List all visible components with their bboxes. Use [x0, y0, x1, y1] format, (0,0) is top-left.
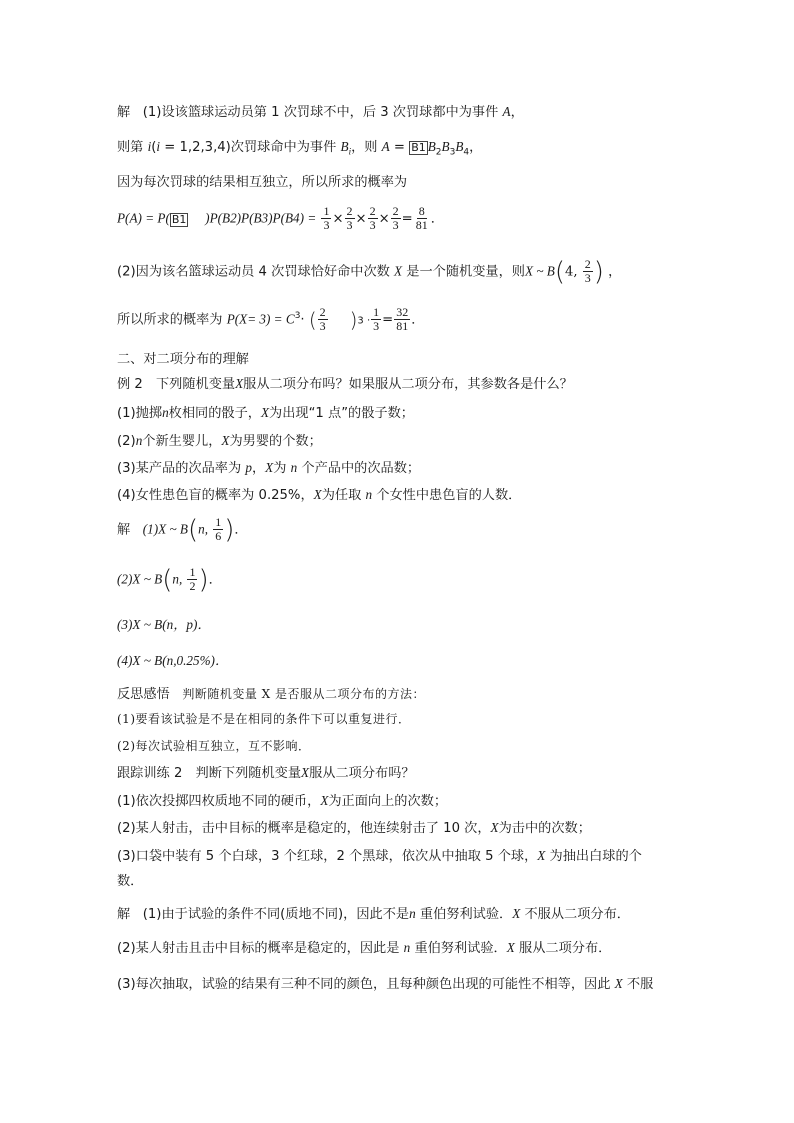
fraction: $\frac{8}{81}$	[415, 204, 428, 232]
reflection-point-1: (1)要看该试验是不是在相同的条件下可以重复进行．	[117, 712, 411, 726]
training-heading: 跟踪训练 2 判断下列随机变量X服从二项分布吗？	[117, 765, 415, 781]
fraction: $\frac{2}{3}$	[369, 204, 376, 232]
question-2: (2)n个新生婴儿，X为男婴的个数；	[117, 433, 322, 449]
fraction: $\frac{1}{3}$	[373, 305, 380, 333]
solution1-part2: (2)因为该名篮球运动员 4 次罚球恰好命中次数 X 是一个随机变量，则X ~ B(4, $\frac{2}{3}$ ) ，	[117, 256, 622, 287]
fraction: $\frac{2}{3}$	[346, 204, 353, 232]
section-title: 二、对二项分布的理解	[117, 352, 249, 367]
fraction: $\frac{2}{3}$	[319, 305, 326, 333]
training-3: (3)口袋中装有 5 个白球，3 个红球，2 个黑球，依次从中抽取 5 个球，X 为抽出白球的个	[117, 848, 642, 864]
training-answer-1: 解 (1)由于试验的条件不同(质地不同)，因此不是n 重伯努利试验．X 不服从二项分布．	[117, 906, 630, 922]
reflection-point-2: (2)每次试验相互独立，互不影响．	[117, 739, 311, 753]
complement-box: B1	[171, 212, 187, 226]
solution1-line1: 解 (1)设该篮球运动员第 1 次罚球不中，后 3 次罚球都中为事件 A，	[117, 104, 524, 120]
fraction: $\frac{1}{2}$	[189, 565, 196, 593]
probability-formula: P(A) = P( B1 )P(B2)P(B3)P(B4) = $\frac{1}{3}$ × $\frac{2}{3}$ × $\frac{2}{3}$ × $\frac{2}{3}$ = $\frac{8}{81}$ ．	[117, 204, 444, 232]
reflection-heading: 反思感悟 判断随机变量 X 是否服从二项分布的方法：	[117, 687, 426, 702]
training-2: (2)某人射击，击中目标的概率是稳定的，他连续射击了 10 次，X为击中的次数；	[117, 820, 591, 836]
fraction: $\frac{1}{3}$	[323, 204, 330, 232]
training-1: (1)依次投掷四枚质地不同的硬币，X为正面向上的次数；	[117, 793, 448, 809]
example-heading: 例 2 下列随机变量X服从二项分布吗？如果服从二项分布，其参数各是什么？	[117, 376, 573, 392]
question-3: (3)某产品的次品率为 p，X为 n 个产品中的次品数；	[117, 460, 421, 476]
fraction: $\frac{2}{3}$	[584, 257, 591, 285]
training-3-cont: 数．	[117, 874, 144, 889]
answer-2: (2)X ~ B(n, $\frac{1}{2}$ )．	[117, 564, 222, 595]
solution1-result: 所以所求的概率为 $P(X= 3) = C^3\cdot$ ( $\frac{2}{3}$ )3 · $\frac{1}{3}$ = $\frac{32}{81}$ ．	[117, 305, 425, 333]
answer-3: (3)X ~ B(n，p)．	[117, 617, 211, 632]
solution1-line3: 因为每次罚球的结果相互独立，所以所求的概率为	[117, 175, 408, 190]
complement-box: B1	[411, 141, 426, 154]
question-4: (4)女性患色盲的概率为 0.25%，X为任取 n 个女性中患色盲的人数．	[117, 487, 522, 503]
answer-1: 解 (1)X ~ B(n, $\frac{1}{6}$ )．	[117, 514, 248, 545]
training-answer-2: (2)某人射击且击中目标的概率是稳定的，因此是 n 重伯努利试验．X 服从二项分布．	[117, 940, 612, 956]
fraction: $\frac{1}{6}$	[215, 515, 222, 543]
question-1: (1)抛掷n枚相同的骰子，X为出现“1 点”的骰子数；	[117, 405, 414, 421]
training-answer-3: (3)每次抽取，试验的结果有三种不同的颜色，且每种颜色出现的可能性不相等，因此 X 不服	[117, 976, 654, 992]
fraction: $\frac{32}{81}$	[396, 305, 409, 333]
answer-4: (4)X ~ B(n,0.25%)．	[117, 653, 229, 668]
solution1-line2: 则第 i(i = 1,2,3,4)次罚球命中为事件 $B_i$，则 A = B1 $B_2B_3B_4$，	[117, 139, 483, 158]
solution-label: 解	[117, 105, 131, 120]
fraction: $\frac{2}{3}$	[392, 204, 399, 232]
